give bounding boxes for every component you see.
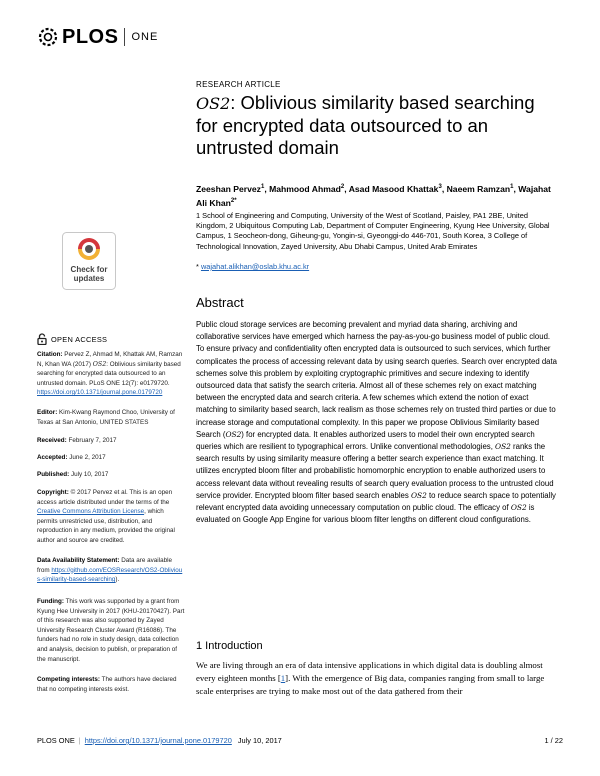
published-label: Published: bbox=[37, 471, 70, 478]
abstract-part-2: ) for encrypted data. It enables authorized users to model their own encrypted search queries which are resilient to typographical errors. Unlike conventional methodologies, bbox=[196, 429, 535, 452]
page-footer bbox=[37, 736, 563, 745]
brand-name: PLOS bbox=[62, 25, 119, 48]
sidebar-citation bbox=[37, 350, 185, 398]
copyright-text-rest: , which permits unrestricted use, distribution, and reproduction in any medium, provided the original author and source are credited. bbox=[37, 508, 175, 544]
affiliations: 1 School of Engineering and Computing, University of the West of Scotland, Paisley, PA1 2BE, United Kingdom, 2 Ubiquitous Computing Lab, Department of Computer Engineering, Kyung Hee University, Global Campus, 1 Seocheon-dong, Giheung-gu, Yongin-si, Gyeonggi-do 446-701, South Korea, 3 College of Technological Innovation, Zayed University, Abu Dhabi Campus, United Arab Emirates bbox=[196, 211, 550, 251]
citation-doi-link[interactable]: https://doi.org/10.1371/journal.pone.0179720 bbox=[37, 389, 163, 397]
abstract-os2: OS2 bbox=[495, 442, 511, 452]
author-affiliation: 2 bbox=[340, 184, 345, 190]
abstract-part-1: Public cloud storage services are becoming prevalent and myriad data sharing, archiving and collaborative services have emerged which harness the pay-as-you-go business model of public cloud. To ensure privacy and confidentiality often encrypted data is outsourced to such services, which further complicates the process of accessing relevant data by using search queries. Search over encrypted data schemes solve this problem by exploiting cryptographic primitives and secure indexing to identify outsourced data that satisfy the search criteria. Almost all of these schemes rely on exact matching between the encrypted data and search criteria. A few schemes which extend the notion of exact matching to similarity based search, lack realism as those schemes rely on trusted third parties or due to increase storage and computational complexity. In this paper we propose Oblivious Similarity based Search ( bbox=[196, 320, 558, 439]
editor-text: Kim-Kwang Raymond Choo, University of Texas at San Antonio, UNITED STATES bbox=[37, 409, 175, 426]
copyright-text: © 2017 Pervez et al. This is an open access article distributed under the terms of the bbox=[37, 489, 173, 506]
footer-doi-link[interactable]: https://doi.org/10.1371/journal.pone.0179720 bbox=[84, 736, 232, 745]
accepted-label: Accepted: bbox=[37, 454, 68, 461]
abstract-part-3: ranks the search results by using similarity measure offering a better search experience than exact matching. It utilizes encrypted bloom filter and probabilistic homomorphic encryption to enable authorized users to access relevant data without revealing results of search query evaluation process to the untrusted cloud service provider. Encrypted bloom filter based search enables bbox=[196, 442, 554, 500]
sidebar-accepted bbox=[37, 453, 185, 463]
copyright-label: Copyright: bbox=[37, 489, 69, 496]
title-text: : Oblivious similarity based searching for encrypted data outsourced to an untrusted domain bbox=[196, 92, 535, 158]
accepted-date: June 2, 2017 bbox=[69, 454, 106, 461]
footer-date: July 10, 2017 bbox=[237, 736, 282, 745]
sidebar-editor bbox=[37, 408, 185, 427]
citation-label: Citation: bbox=[37, 351, 63, 358]
open-access-text: OPEN ACCESS bbox=[51, 334, 108, 344]
author-affiliation: 1 bbox=[260, 184, 265, 190]
journal-logo bbox=[37, 26, 158, 48]
data-availability-end: ). bbox=[115, 576, 120, 584]
corresponding-email bbox=[196, 262, 558, 271]
author-affiliation: 1 bbox=[510, 184, 514, 190]
intro-text-end: ]. With the emergence of Big data, companies ranging from small to large scale enterprises are trying to make most out of the data gathered from their bbox=[196, 673, 545, 696]
logo-divider bbox=[124, 28, 125, 46]
data-availability-label: Data Availability Statement: bbox=[37, 557, 120, 564]
sidebar-competing-interests bbox=[37, 675, 185, 694]
title-os2: OS2 bbox=[196, 94, 231, 113]
sidebar-received bbox=[37, 436, 185, 446]
introduction-heading: 1 Introduction bbox=[196, 640, 263, 652]
badge-line-1: Check for bbox=[70, 265, 108, 274]
badge-line-2: updates bbox=[73, 274, 105, 283]
open-lock-icon bbox=[37, 333, 47, 345]
page-number: 1 / 22 bbox=[544, 736, 563, 745]
author-name: Mahmood Ahmad bbox=[269, 183, 341, 194]
data-availability-text: Data are available from bbox=[37, 557, 172, 574]
abstract-heading: Abstract bbox=[196, 295, 244, 310]
data-repository-link[interactable]: https://github.com/EOSResearch/OS2-Oblivious-similarity-based-searching bbox=[37, 566, 183, 584]
abstract-part-4: to reduce search space to potentially relevant encrypted data avoiding unnecessary computation on public cloud. The efficacy of bbox=[196, 490, 556, 513]
author-name: Naeem Ramzan bbox=[446, 183, 511, 194]
competing-interests-label: Competing interests: bbox=[37, 676, 100, 683]
abstract-os2: OS2 bbox=[510, 503, 527, 513]
author-list: Zeeshan Pervez$^1$, Mahmood Ahmad$^2$, Asad Masood Khattak$^3$, Naeem Ramzan$^1$, Wajahat Ali Khan$^{2*}$ bbox=[196, 183, 551, 208]
author-name: Asad Masood Khattak bbox=[348, 183, 439, 194]
sidebar-funding bbox=[37, 597, 185, 664]
published-date: July 10, 2017 bbox=[70, 471, 109, 478]
abstract-part-5: is evaluated on Google App Engine for various bloom filter lengths on different cloud configurations. bbox=[196, 503, 535, 525]
email-marker: * bbox=[196, 262, 199, 271]
introduction-body bbox=[196, 659, 560, 698]
sidebar-copyright bbox=[37, 488, 185, 546]
license-link[interactable]: Creative Commons Attribution License bbox=[37, 508, 145, 516]
citation-text: Pervez Z, Ahmad M, Khattak AM, Ramzan N, Khan WA (2017) bbox=[37, 351, 183, 368]
funding-label: Funding: bbox=[37, 598, 64, 605]
footer-separator: | bbox=[78, 736, 81, 745]
abstract-os2: OS2 bbox=[410, 490, 427, 500]
author-affiliation: 2* bbox=[230, 197, 237, 204]
author-name: Zeeshan Pervez bbox=[196, 183, 261, 194]
refresh-icon bbox=[78, 238, 100, 260]
article-title bbox=[196, 92, 558, 159]
footer-journal: PLOS ONE bbox=[37, 736, 75, 745]
article-type: RESEARCH ARTICLE bbox=[196, 80, 281, 89]
open-access-label bbox=[37, 333, 107, 345]
abstract-body bbox=[196, 319, 560, 526]
editor-label: Editor: bbox=[37, 409, 58, 416]
reference-link[interactable]: 1 bbox=[280, 673, 286, 683]
sidebar-data-availability bbox=[37, 556, 185, 585]
citation-os2: OS2 bbox=[92, 360, 107, 368]
sidebar-published bbox=[37, 470, 185, 480]
author-name: Wajahat Ali Khan bbox=[196, 183, 551, 208]
abstract-os2: OS2 bbox=[225, 429, 242, 439]
received-date: February 7, 2017 bbox=[68, 437, 117, 444]
received-label: Received: bbox=[37, 437, 67, 444]
citation-text-rest: : Oblivious similarity based searching for encrypted data outsourced to an untrusted domain. PLoS ONE 12(7): e0179720. bbox=[37, 360, 181, 387]
funding-text: This work was supported by a grant from Kyung Hee University in 2017 (KHU-20170427). Part of this research was also supported by Zayed University Research Cluster Award (R16086). The funders had no role in study design, data collection and analysis, decision to publish, or preparation of the manuscript. bbox=[37, 598, 185, 663]
plos-logo-icon bbox=[37, 26, 59, 48]
competing-interests-text: The authors have declared that no competing interests exist. bbox=[37, 676, 177, 693]
intro-text-start: We are living through an era of data intensive applications in which digital data is doubling almost every eighteen months [ bbox=[196, 660, 543, 683]
journal-name: ONE bbox=[131, 31, 159, 43]
check-for-updates-badge[interactable] bbox=[62, 232, 116, 290]
email-link[interactable]: wajahat.alikhan@oslab.khu.ac.kr bbox=[200, 262, 310, 271]
author-affiliation: 3 bbox=[438, 184, 442, 190]
